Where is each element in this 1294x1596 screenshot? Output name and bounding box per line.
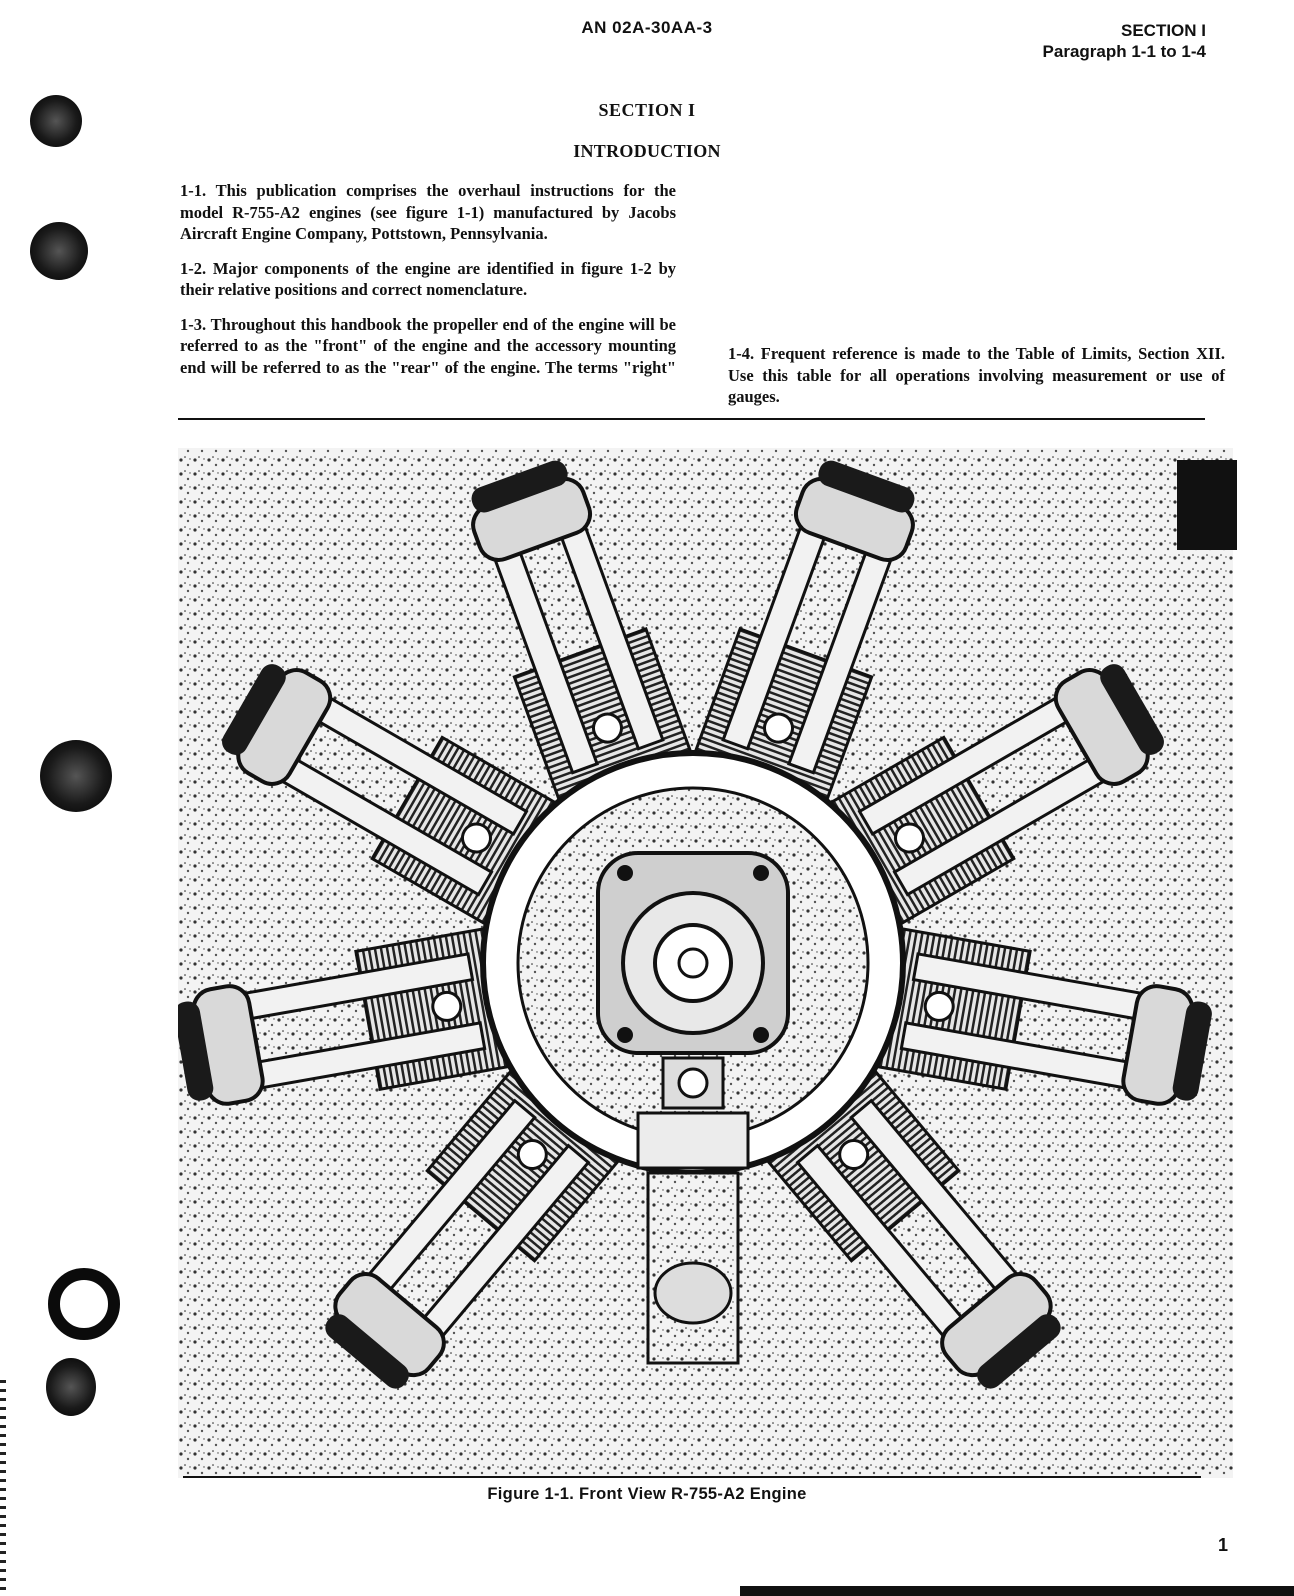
- page-number: 1: [1217, 1535, 1228, 1555]
- engine-figure: [178, 428, 1233, 1483]
- figure-caption: Figure 1-1. Front View R-755-A2 Engine: [487, 1485, 807, 1503]
- section-title: SECTION I: [598, 100, 696, 120]
- header-paragraph-range: Paragraph 1-1 to 1-4: [1042, 42, 1206, 61]
- page-tab-mark: [1177, 460, 1237, 550]
- paragraph-1-3: 1-3. Throughout this handbook the propeller end of the engine will be referred to as the "front" of the engine and the accessory mounting end will be referred to as the "rear" of the engine. The terms "right": [180, 314, 676, 377]
- rule-bottom: [183, 1476, 1201, 1478]
- binder-hole-5: [46, 1358, 96, 1416]
- binder-hole-3: [40, 740, 112, 812]
- document-number: AN 02A-30AA-3: [581, 18, 713, 37]
- header-section-label: SECTION I: [1120, 21, 1206, 40]
- rule-top: [178, 418, 1205, 420]
- text-column-left: [180, 180, 676, 378]
- scan-bottom-edge: [740, 1586, 1294, 1596]
- paragraph-1-3-continued: [728, 180, 1225, 330]
- binder-hole-2: [30, 222, 88, 280]
- paragraph-1-2: 1-2. Major components of the engine are identified in figure 1-2 by their relative positions and correct nomenclature.: [180, 258, 676, 299]
- paragraph-1-1: 1-1. This publication comprises the overhaul instructions for the model R-755-A2 engines (see figure 1-1) manufactured by Jacobs Aircraft Engine Company, Pottstown, Pennsylvania.: [180, 181, 676, 243]
- paragraph-1-4: 1-4. Frequent reference is made to the Table of Limits, Section XII. Use this table for all operations involving measurement or use of gauges.: [728, 344, 1225, 406]
- header-right: [1043, 20, 1206, 62]
- text-column-right: [728, 180, 1225, 421]
- binder-hole-4: [48, 1268, 120, 1340]
- section-subtitle: INTRODUCTION: [573, 141, 721, 161]
